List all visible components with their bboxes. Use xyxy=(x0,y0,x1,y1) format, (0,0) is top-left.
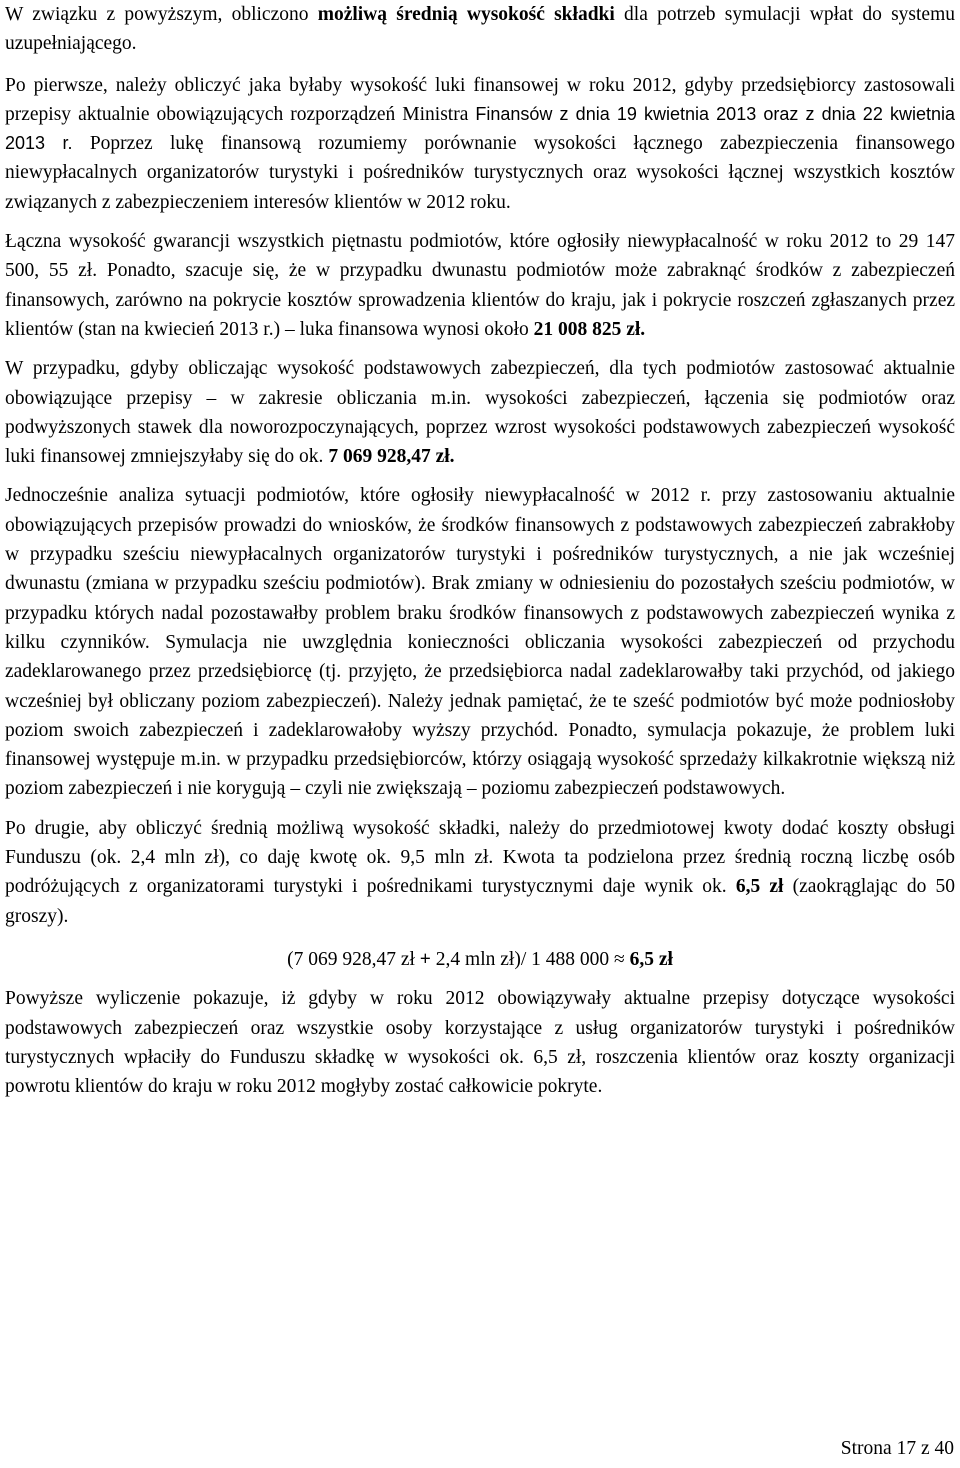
reduced-gap-amount: 7 069 928,47 zł. xyxy=(328,446,455,468)
regulation-dates: Finansów z dnia 19 kwietnia 2013 oraz z dnia 22 kwietnia 2013 r. xyxy=(5,103,955,154)
text-run: dla potrzeb symulacji wpłat do systemu uzupełniającego. xyxy=(5,4,955,55)
bold-phrase: możliwą średnią wysokość składki xyxy=(317,4,615,25)
text-run: Po pierwsze, należy obliczyć jaka byłaby wysokość luki finansowej w roku 2012, gdyby przedsiębiorcy zastosowali przepisy aktualnie obowiązujących rozporządzeń Ministra xyxy=(5,74,955,125)
text-run: Łączna wysokość gwarancji wszystkich piętnastu podmiotów, które ogłosiły niewypłacalność w roku 2012 to 29 147 500, 55 zł. Ponadto, szacuje się, że w przypadku dwunastu podmiotów może zabraknąć środków z zabezpieczeń finansowych, zarówno na pokrycie kosztów sprowadzenia klientów do kraju, jak i pokrycie roszczeń zgłaszanych przez klientów (stan na kwiecień 2013 r.) – luka finansowa wynosi około xyxy=(5,231,955,340)
paragraph-conclusion xyxy=(5,984,955,1101)
paragraph-analysis xyxy=(5,481,955,803)
text-run: W przypadku, gdyby obliczając wysokość podstawowych zabezpieczeń, dla tych podmiotów zastosować aktualnie obowiązujące przepisy – w zakresie obliczania m.in. wysokości zabezpieczeń, łączenia się podmiotów oraz podwyższonych stawek dla noworozpoczynających, poprzez wzrost wysokości podstawowych zabezpieczeń wysokość luki finansowej zmniejszyłaby się do ok. xyxy=(5,358,955,468)
paragraph-intro xyxy=(5,0,955,59)
text-run: Jednocześnie analiza sytuacji podmiotów, które ogłosiły niewypłacalność w 2012 r. przy zastosowaniu aktualnie obowiązujących przepisów prowadzi do wniosków, że środków finansowych z podstawowych zabezpieczeń zabrakłoby w przypadku sześciu niewypłacalnych organizatorów turystyki i pośredników turystycznych, a nie jak wcześniej dwunastu (zmiana w przypadku sześciu podmiotów). Brak zmiany w odniesieniu do pozostałych sześciu podmiotów, w przypadku których nadal pozostawałby problem braku środków finansowych z podstawowych zabezpieczeń wynika z kilku czynników. Symulacja nie uwzględnia konieczności obliczania wysokości zabezpieczeń od przychodu zadeklarowanego przez przedsiębiorcę (tj. przyjęto, że przedsiębiorca nadal zadeklarowałby taki przychód, od jakiego wcześniej był obliczany poziom zabezpieczeń). Należy jednak pamiętać, że te sześć podmiotów być może podniosłoby poziom swoich zabezpieczeń i zadeklarowałoby wyższy przychód. Ponadto, symulacja pokazuje, że problem luki finansowej występuje m.in. w przypadku przedsiębiorców, którzy osiągają wysokość sprzedaży kilkakrotnie większą niż poziom zabezpieczeń i nie korygują – czyli nie zwiększają – poziomu zabezpieczeń podstawowych. xyxy=(5,485,955,800)
text-run: Po drugie, aby obliczyć średnią możliwą wysokość składki, należy do przedmiotowej kwoty dodać koszty obsługi Funduszu (ok. 2,4 mln zł), co daję kwotę ok. 9,5 mln zł. Kwota ta podzielona przez średnią roczną liczbę osób podróżujących z organizatorami turystyki i pośrednikami turystycznymi daje wynik ok. xyxy=(5,817,955,898)
financial-gap-amount: 21 008 825 zł. xyxy=(533,318,646,340)
text-run: Powyższe wyliczenie pokazuje, iż gdyby w roku 2012 obowiązywały aktualne przepisy dotyczące wysokości podstawowych zabezpieczeń oraz wszystkie osoby korzystające z usług organizatorów turystyki i pośredników turystycznych wpłaciły do Funduszu składkę w wysokości ok. 6,5 zł, roszczenia klientów oraz koszty organizacji powrotu klientów do kraju w roku 2012 mogłyby zostać całkowicie pokryte. xyxy=(5,988,955,1098)
text-run: Poprzez lukę finansową rozumiemy porównanie wysokości łącznego zabezpieczenia finansowego niewypłacalnych organizatorów turystyki i pośredników turystycznych oraz wysokości łącznej wszystkich kosztów związanych z zabezpieczeniem interesów klientów w 2012 roku. xyxy=(5,133,956,213)
formula-part: (7 069 928,47 zł xyxy=(287,948,420,970)
text-run: (zaokrąglając do 50 groszy). xyxy=(5,876,955,927)
page-number: Strona 17 z 40 xyxy=(840,1438,954,1459)
text-run: W związku z powyższym, obliczono xyxy=(5,4,318,25)
paragraph-first-point xyxy=(5,71,955,217)
average-contribution: 6,5 zł xyxy=(735,876,784,898)
paragraph-reduced-gap xyxy=(5,354,955,471)
formula-part: 2,4 mln zł)/ 1 488 000 ≈ xyxy=(430,948,630,970)
calculation-formula xyxy=(5,945,955,974)
paragraph-guarantee-total xyxy=(5,227,955,344)
formula-result: 6,5 zł xyxy=(629,948,673,970)
paragraph-second-point xyxy=(5,814,955,931)
formula-operator: + xyxy=(419,948,431,970)
